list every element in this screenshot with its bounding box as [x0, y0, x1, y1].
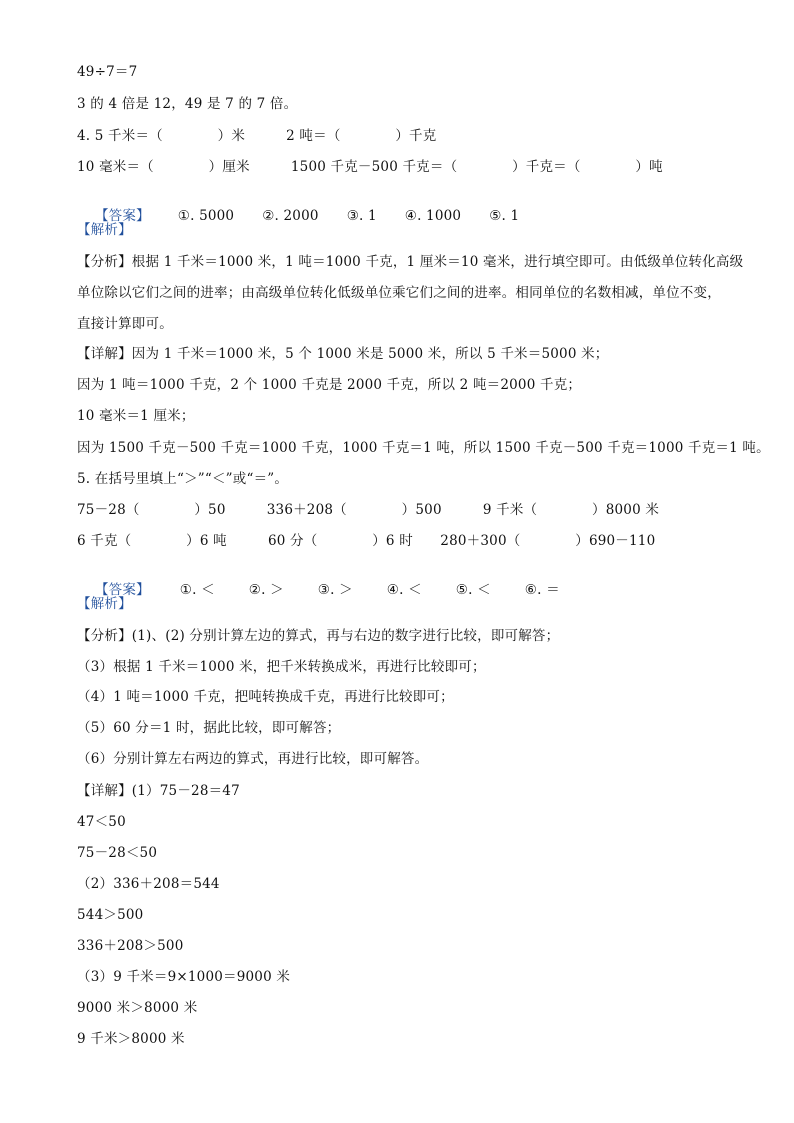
answer-item: ③. ＞: [317, 582, 353, 598]
detail-text: 因为 1500 千克－500 千克＝1000 千克，1000 千克＝1 吨，所以 1500 千克－500 千克＝1000 千克＝1 吨。: [77, 440, 770, 456]
analysis-text: 【分析】(1)、(2) 分别计算左边的算式，再与右边的数字进行比较，即可解答；: [77, 628, 560, 644]
answer-item: ⑤. ＜: [455, 582, 491, 598]
detail-text: 【详解】(1）75－28＝47: [77, 783, 240, 799]
text-line: 49÷7＝7: [77, 64, 138, 80]
question-4: 4. 5 千米＝（ ）米 2 吨＝（ ）千克: [77, 128, 437, 144]
detail-text: （2）336＋208＝544: [77, 876, 220, 892]
answer-item: ④. 1000: [404, 208, 462, 224]
question-5-line: 6 千克（ ）6 吨 60 分（ ）6 时 280＋300（ ）690－110: [77, 533, 656, 549]
answer-item: ⑥. ＝: [524, 582, 560, 598]
question-4-line2: 10 毫米＝（ ）厘米 1500 千克－500 千克＝（ ）千克＝（ ）吨: [77, 159, 663, 175]
detail-text: 【详解】因为 1 千米＝1000 米，5 个 1000 米是 5000 米，所以 5 千米＝5000 米；: [77, 346, 609, 362]
answer-tag: 【答案】: [94, 208, 150, 224]
answer-item: ⑤. 1: [489, 208, 520, 224]
answer-item: ①. 5000: [177, 208, 235, 224]
analysis-text: （6）分别计算左右两边的算式，再进行比较，即可解答。: [77, 751, 429, 767]
detail-text: 因为 1 吨＝1000 千克，2 个 1000 千克是 2000 千克，所以 2 吨＝2000 千克；: [77, 377, 582, 393]
question-5-line: 75－28（ ）50 336＋208（ ）500 9 千米（ ）8000 米: [77, 502, 660, 518]
detail-text: 9 千米＞8000 米: [77, 1031, 185, 1047]
answer-item: ②. ＞: [248, 582, 284, 598]
text-line: 3 的 4 倍是 12，49 是 7 的 7 倍。: [77, 96, 298, 112]
answer-row-4: [77, 189, 519, 243]
detail-text: 10 毫米＝1 厘米；: [77, 408, 195, 424]
question-5: 5. 在括号里填上“＞”“＜”或“＝”。: [77, 471, 289, 487]
analysis-text: 单位除以它们之间的进率；由高级单位转化低级单位乘它们之间的进率。相同单位的名数相减，单位不变，: [77, 285, 721, 301]
answer-tag: 【答案】: [94, 582, 150, 598]
detail-text: 544＞500: [77, 907, 144, 923]
detail-text: 9000 米＞8000 米: [77, 1000, 198, 1016]
analysis-text: （5）60 分＝1 时，据此比较，即可解答；: [77, 720, 341, 736]
analysis-text: 直接计算即可。: [77, 316, 173, 332]
detail-text: 47＜50: [77, 814, 126, 830]
analysis-text: （4）1 吨＝1000 千克，把吨转换成千克，再进行比较即可；: [77, 689, 454, 705]
answer-item: ①. ＜: [179, 582, 215, 598]
analysis-tag: 【解析】: [77, 596, 132, 612]
answer-item: ②. 2000: [262, 208, 319, 224]
analysis-tag: 【解析】: [77, 222, 132, 238]
detail-text: 336＋208＞500: [77, 938, 184, 954]
analysis-text: （3）根据 1 千米＝1000 米，把千米转换成米，再进行比较即可；: [77, 659, 486, 675]
answer-row-5: [77, 563, 560, 617]
answer-item: ④. ＜: [386, 582, 422, 598]
answer-item: ③. 1: [346, 208, 377, 224]
analysis-text: 【分析】根据 1 千米＝1000 米，1 吨＝1000 千克，1 厘米＝10 毫米，进行填空即可。由低级单位转化高级: [77, 254, 744, 270]
detail-text: （3）9 千米＝9×1000＝9000 米: [77, 969, 291, 985]
detail-text: 75－28＜50: [77, 845, 158, 861]
